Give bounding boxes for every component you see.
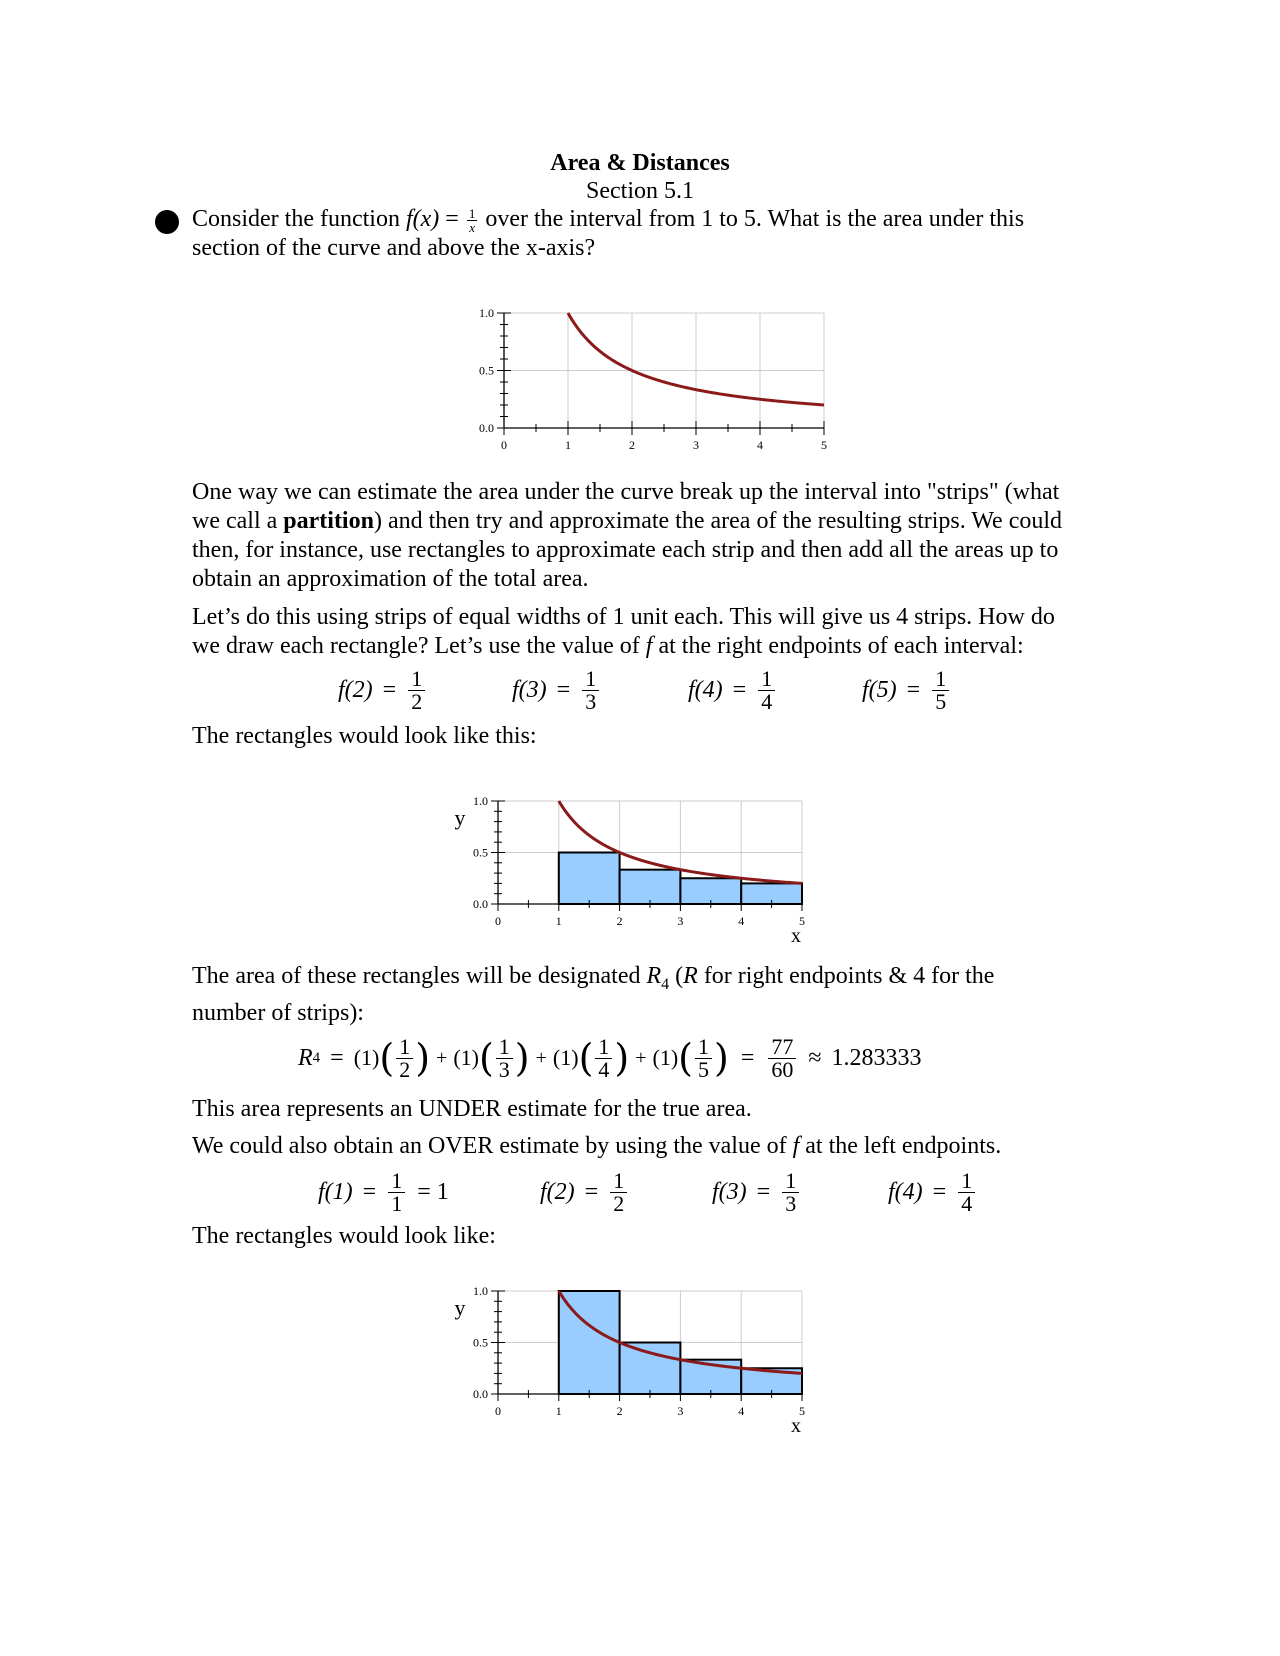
value-fraction: [958, 1170, 975, 1215]
x-tick-label: 1: [555, 1404, 562, 1418]
fraction-numerator: 1: [932, 668, 949, 691]
paragraph-line: obtain an approximation of the total area.: [192, 566, 589, 592]
term-fraction: [496, 1033, 513, 1082]
fraction-denominator: 4: [761, 689, 773, 714]
function-value: [318, 1170, 449, 1215]
x-axis-label: x: [791, 925, 801, 947]
x-tick-label: 1: [565, 438, 571, 452]
equals-sign: =: [906, 677, 921, 703]
text-span: We could also obtain an OVER estimate by using the value of: [192, 1133, 793, 1159]
fraction-numerator: 1: [408, 668, 425, 691]
fraction-numerator: 1: [695, 1036, 712, 1059]
y-tick-label: 1.0: [479, 306, 494, 320]
function-graph: [440, 290, 840, 460]
rectangles-caption-right: The rectangles would look like this:: [192, 723, 537, 749]
text-span: (: [669, 963, 684, 989]
total-fraction: [768, 1033, 796, 1082]
r-subscript: 4: [661, 975, 670, 993]
x-tick-label: 0: [495, 914, 501, 928]
bullet-icon: [155, 210, 179, 234]
right-paren: ): [614, 1036, 630, 1080]
partition-paragraph: [192, 478, 1192, 594]
x-tick-label: 5: [799, 914, 805, 928]
equals-sign: =: [584, 1179, 599, 1205]
fraction-denominator: 4: [598, 1056, 610, 1082]
value-lhs: f(4): [688, 677, 723, 703]
fraction-numerator: 77: [768, 1036, 796, 1059]
text-span: ) and then try and approximate the area of the resulting strips. We could: [373, 508, 1063, 534]
plus-sign: +: [535, 1046, 547, 1069]
text-span: at the left endpoints.: [799, 1133, 1002, 1159]
left-endpoint-rectangles-graph: [450, 1252, 850, 1437]
function-value: [540, 1170, 629, 1215]
y-tick-label: 0.5: [479, 363, 494, 378]
x-tick-label: 3: [693, 438, 699, 452]
fraction-denominator: 3: [785, 1191, 797, 1216]
r-symbol: R: [298, 1044, 313, 1071]
y-tick-label: 0.0: [473, 1387, 488, 1401]
fraction-numerator: 1: [396, 1036, 413, 1059]
text-span: at the right endpoints of each interval:: [652, 633, 1024, 659]
y-tick-label: 1.0: [473, 794, 488, 808]
paragraph-line: [192, 632, 1192, 661]
plus-sign: +: [635, 1046, 647, 1069]
section-label: Section 5.1: [586, 178, 694, 204]
equals-sign: =: [740, 1044, 755, 1071]
plus-sign: +: [436, 1046, 448, 1069]
x-tick-label: 4: [738, 914, 745, 928]
function-value: [338, 668, 427, 713]
right-paren: ): [713, 1036, 729, 1080]
left-paren: (: [379, 1036, 395, 1080]
function-value: [512, 668, 601, 713]
fraction-denominator: 5: [935, 689, 947, 714]
equals-sign: =: [445, 206, 459, 232]
value-lhs: f(2): [540, 1179, 575, 1205]
function-name: f(x): [405, 206, 440, 232]
function-value: [888, 1170, 977, 1215]
value-fraction: [932, 668, 949, 713]
x-axis-label: x: [791, 1415, 801, 1437]
fraction-numerator: 1: [496, 1036, 513, 1059]
function-symbol: f: [792, 1133, 800, 1159]
term-fraction: [396, 1033, 413, 1082]
term-fraction: [695, 1033, 712, 1082]
r-symbol: R: [683, 963, 698, 989]
x-tick-label: 4: [757, 438, 763, 452]
value-fraction: [388, 1170, 405, 1215]
strip-width: (1): [552, 1045, 579, 1070]
under-estimate-text: This area represents an UNDER estimate for the true area.: [192, 1096, 752, 1122]
value-fraction: [610, 1170, 627, 1215]
fraction-denominator: 4: [961, 1191, 973, 1216]
fraction-denominator: 2: [613, 1191, 625, 1216]
equals-sign: =: [362, 1179, 377, 1205]
x-tick-label: 2: [629, 438, 635, 452]
text-span: for right endpoints & 4 for the: [697, 963, 995, 989]
text-span: we draw each rectangle? Let’s use the value of: [192, 633, 646, 659]
value-lhs: f(1): [318, 1179, 353, 1205]
approximation-rectangle: [620, 1343, 681, 1395]
paragraph-line: Let’s do this using strips of equal widths of 1 unit each. This will give us 4 strips. How do: [192, 604, 1055, 630]
value-simplified: = 1: [417, 1179, 449, 1205]
fraction-denominator: 3: [585, 689, 597, 714]
x-tick-label: 1: [555, 914, 562, 928]
fraction-numerator: 1: [782, 1170, 799, 1193]
x-tick-label: 3: [677, 1404, 684, 1418]
partition-term: partition: [283, 508, 374, 534]
value-fraction: [582, 668, 599, 713]
page-title: Area & Distances: [550, 150, 730, 176]
approx-sign: ≈: [808, 1044, 822, 1071]
fraction-numerator: 1: [388, 1170, 405, 1193]
y-tick-label: 1.0: [473, 1284, 488, 1298]
value-lhs: f(2): [338, 677, 373, 703]
equals-sign: =: [330, 1044, 344, 1071]
question-line-2: section of the curve and above the x-axis?: [192, 235, 596, 261]
y-tick-label: 0.5: [473, 845, 488, 860]
text-span: The area of these rectangles will be designated: [192, 963, 647, 989]
y-axis-label: y: [454, 1295, 466, 1320]
y-axis-label: y: [454, 805, 466, 830]
right-endpoints-paragraph: [192, 603, 1192, 661]
equals-sign: =: [732, 677, 747, 703]
value-fraction: [782, 1170, 799, 1215]
rectangles-caption-left: The rectangles would look like:: [192, 1223, 496, 1249]
value-lhs: f(3): [512, 677, 547, 703]
value-lhs: f(4): [888, 1179, 923, 1205]
fraction-denominator: x: [469, 219, 475, 235]
r4-sum-equation: [298, 1030, 922, 1086]
function-value: [862, 668, 951, 713]
x-tick-label: 3: [677, 914, 684, 928]
fraction-numerator: 1: [758, 668, 775, 691]
approximation-rectangle: [559, 853, 620, 905]
strip-width: (1): [453, 1045, 479, 1070]
r-subscript: 4: [312, 1049, 321, 1066]
function-fraction: [467, 207, 478, 234]
fraction-denominator: 1: [391, 1191, 403, 1216]
fraction-numerator: 1: [610, 1170, 627, 1193]
function-symbol: f: [645, 633, 653, 659]
value-lhs: f(3): [712, 1179, 747, 1205]
right-paren: ): [514, 1036, 530, 1080]
equals-sign: =: [932, 1179, 947, 1205]
text-span: we call a: [192, 508, 284, 534]
fraction-denominator: 3: [498, 1056, 510, 1082]
x-tick-label: 5: [799, 1404, 805, 1418]
term-fraction: [595, 1033, 612, 1082]
function-value: [688, 668, 777, 713]
x-tick-label: 4: [738, 1404, 745, 1418]
right-paren: ): [415, 1036, 431, 1080]
paragraph-line: One way we can estimate the area under the curve break up the interval into "strips" (what: [192, 479, 1060, 505]
y-tick-label: 0.5: [473, 1335, 488, 1350]
x-tick-label: 0: [495, 1404, 501, 1418]
fraction-numerator: 1: [958, 1170, 975, 1193]
left-paren: (: [478, 1036, 494, 1080]
value-fraction: [758, 668, 775, 713]
value-fraction: [408, 668, 425, 713]
x-tick-label: 2: [616, 1404, 623, 1418]
paragraph-line: number of strips):: [192, 999, 364, 1026]
right-endpoint-rectangles-graph: [450, 762, 850, 947]
strip-width: (1): [353, 1045, 380, 1070]
fraction-denominator: 2: [411, 689, 423, 714]
r-symbol: R: [646, 963, 662, 989]
y-tick-label: 0.0: [479, 421, 494, 435]
value-lhs: f(5): [862, 677, 897, 703]
fraction-numerator: 1: [595, 1036, 612, 1059]
strip-width: (1): [652, 1045, 679, 1070]
question-text-before: Consider the function: [192, 206, 406, 232]
equals-sign: =: [556, 677, 571, 703]
x-tick-label: 5: [821, 438, 827, 452]
fraction-denominator: 60: [771, 1056, 794, 1082]
over-estimate-text: [192, 1132, 1001, 1161]
fraction-numerator: 1: [468, 205, 476, 221]
paragraph-line: then, for instance, use rectangles to approximate each strip and then add all the areas up to: [192, 537, 1059, 563]
left-paren: (: [578, 1036, 594, 1080]
question-line-1: [192, 205, 1024, 234]
equals-sign: =: [382, 677, 397, 703]
fraction-denominator: 5: [697, 1056, 709, 1082]
x-tick-label: 0: [501, 438, 507, 452]
paragraph-line: [192, 962, 1192, 999]
paragraph-line: [192, 507, 1192, 536]
question-text-after: over the interval from 1 to 5. What is the area under this: [479, 206, 1025, 232]
approximation-rectangle: [620, 870, 681, 904]
y-tick-label: 0.0: [473, 897, 488, 911]
equals-sign: =: [756, 1179, 771, 1205]
r4-paragraph: [192, 962, 1192, 1028]
fraction-numerator: 1: [582, 668, 599, 691]
x-tick-label: 2: [616, 914, 623, 928]
left-paren: (: [678, 1036, 693, 1080]
right-endpoint-values: [0, 668, 1280, 718]
left-endpoint-values: [0, 1170, 1280, 1220]
decimal-value: 1.283333: [831, 1044, 922, 1071]
function-value: [712, 1170, 801, 1215]
fraction-denominator: 2: [399, 1056, 411, 1082]
